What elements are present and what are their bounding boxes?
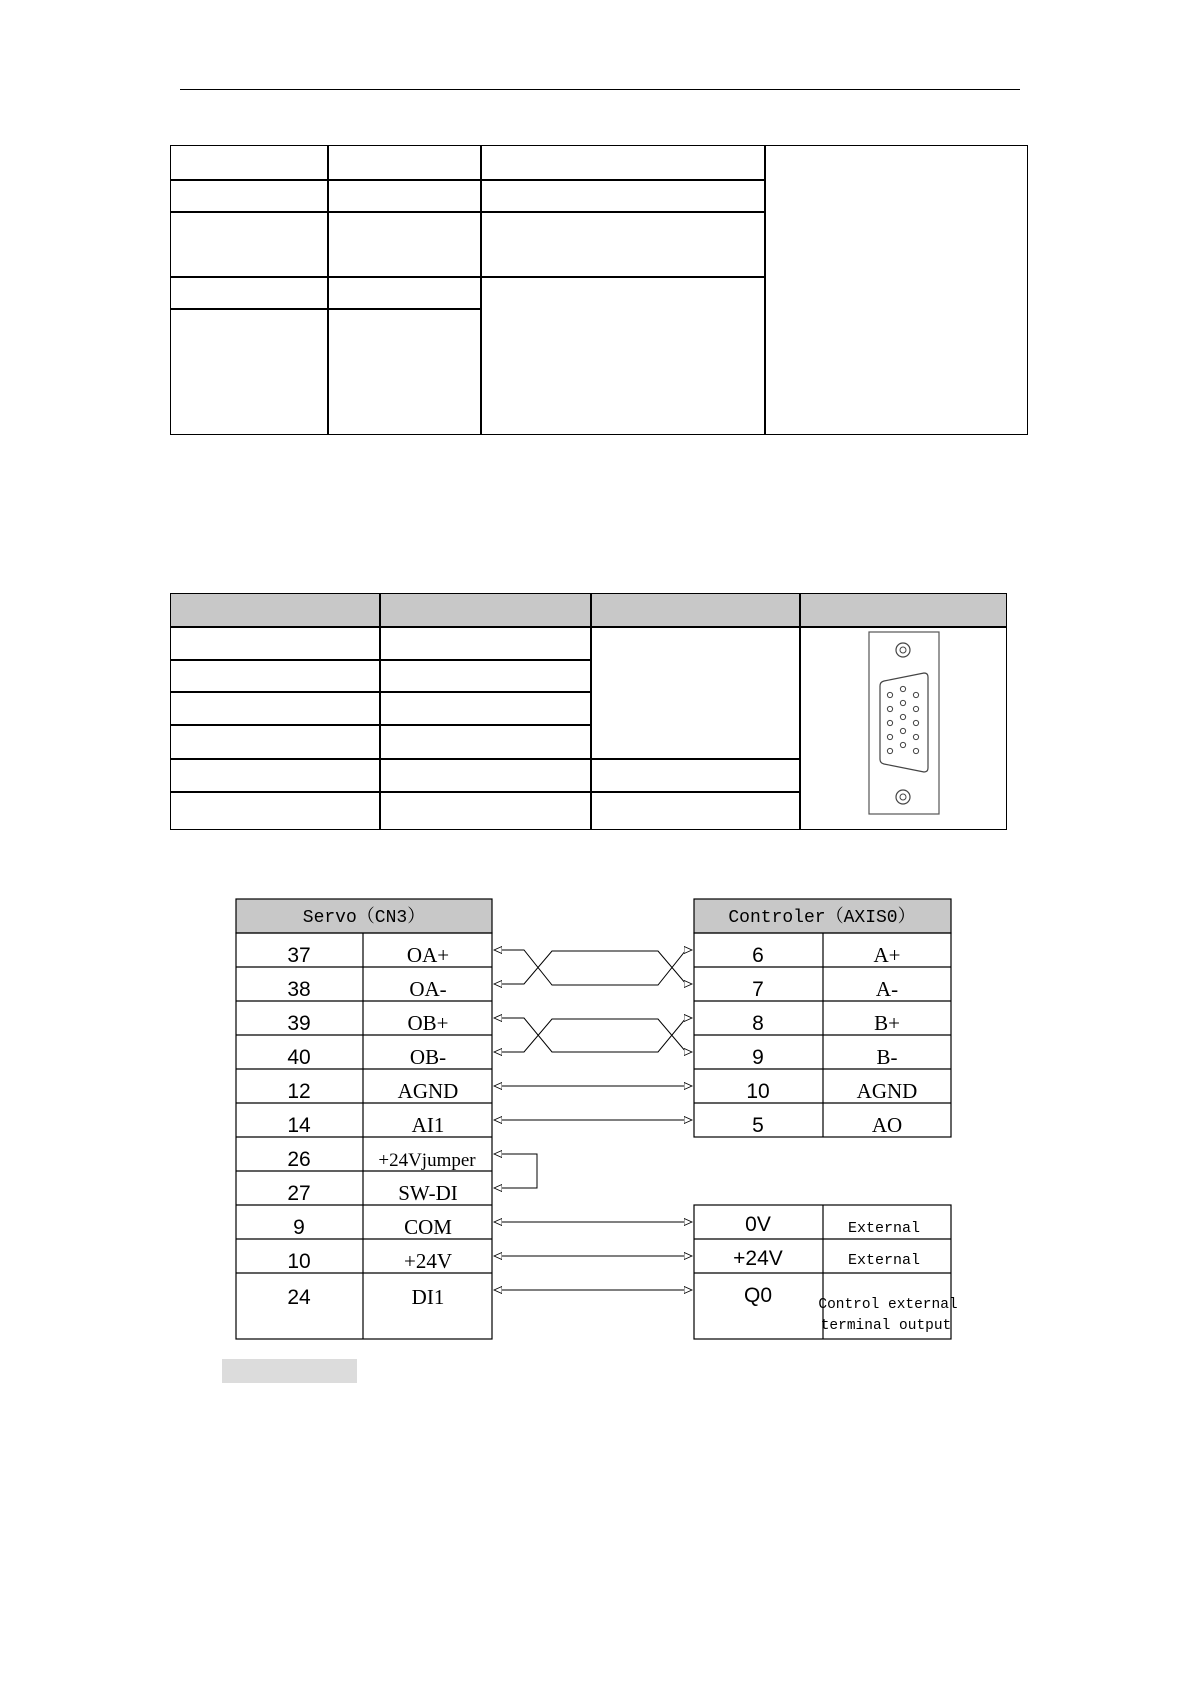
servo-pin: 24 <box>287 1286 311 1309</box>
servo-signal: AGND <box>397 1079 459 1103</box>
servo-pin: 12 <box>287 1080 311 1103</box>
servo-pin: 9 <box>293 1216 305 1239</box>
external-pin: Q0 <box>743 1284 773 1307</box>
controller-signal: AGND <box>856 1079 918 1103</box>
external-pin: 0V <box>745 1213 771 1236</box>
controller-pin: 10 <box>746 1080 770 1103</box>
servo-pin: 26 <box>287 1148 311 1171</box>
controller-signal: AO <box>871 1113 903 1137</box>
servo-signal: DI1 <box>411 1285 445 1309</box>
controller-title: Controler（AXIS0） <box>728 908 916 928</box>
servo-signal: COM <box>404 1215 452 1239</box>
servo-pin: 37 <box>287 944 311 967</box>
servo-signal: OB- <box>409 1045 447 1069</box>
servo-pin: 38 <box>287 978 311 1001</box>
servo-signal: AI1 <box>411 1113 445 1137</box>
servo-pin: 39 <box>287 1012 311 1035</box>
controller-pin: 9 <box>752 1046 764 1069</box>
controller-pin: 6 <box>752 944 764 967</box>
external-desc: terminal output <box>820 1318 952 1334</box>
external-desc: External <box>847 1252 921 1269</box>
servo-title: Servo（CN3） <box>302 908 426 928</box>
servo-signal: +24Vjumper <box>378 1150 476 1171</box>
external-desc: External <box>847 1220 921 1237</box>
figure-caption-placeholder <box>222 1359 357 1383</box>
servo-pin: 40 <box>287 1046 311 1069</box>
external-pin: +24V <box>733 1247 783 1270</box>
external-desc: Control external <box>818 1297 958 1313</box>
servo-signal: OA+ <box>406 943 450 967</box>
servo-signal: OB+ <box>407 1011 449 1035</box>
controller-signal: A+ <box>873 943 901 967</box>
controller-pin: 7 <box>752 978 764 1001</box>
servo-pin: 14 <box>287 1114 311 1137</box>
controller-pin: 5 <box>752 1114 764 1137</box>
controller-signal: B- <box>876 1045 898 1069</box>
controller-signal: B+ <box>874 1011 900 1035</box>
controller-signal: A- <box>875 977 899 1001</box>
servo-pin: 27 <box>287 1182 311 1205</box>
servo-signal: SW-DI <box>398 1181 458 1205</box>
servo-signal: +24V <box>403 1249 453 1273</box>
servo-signal: OA- <box>409 977 447 1001</box>
controller-pin: 8 <box>752 1012 764 1035</box>
servo-pin: 10 <box>287 1250 311 1273</box>
